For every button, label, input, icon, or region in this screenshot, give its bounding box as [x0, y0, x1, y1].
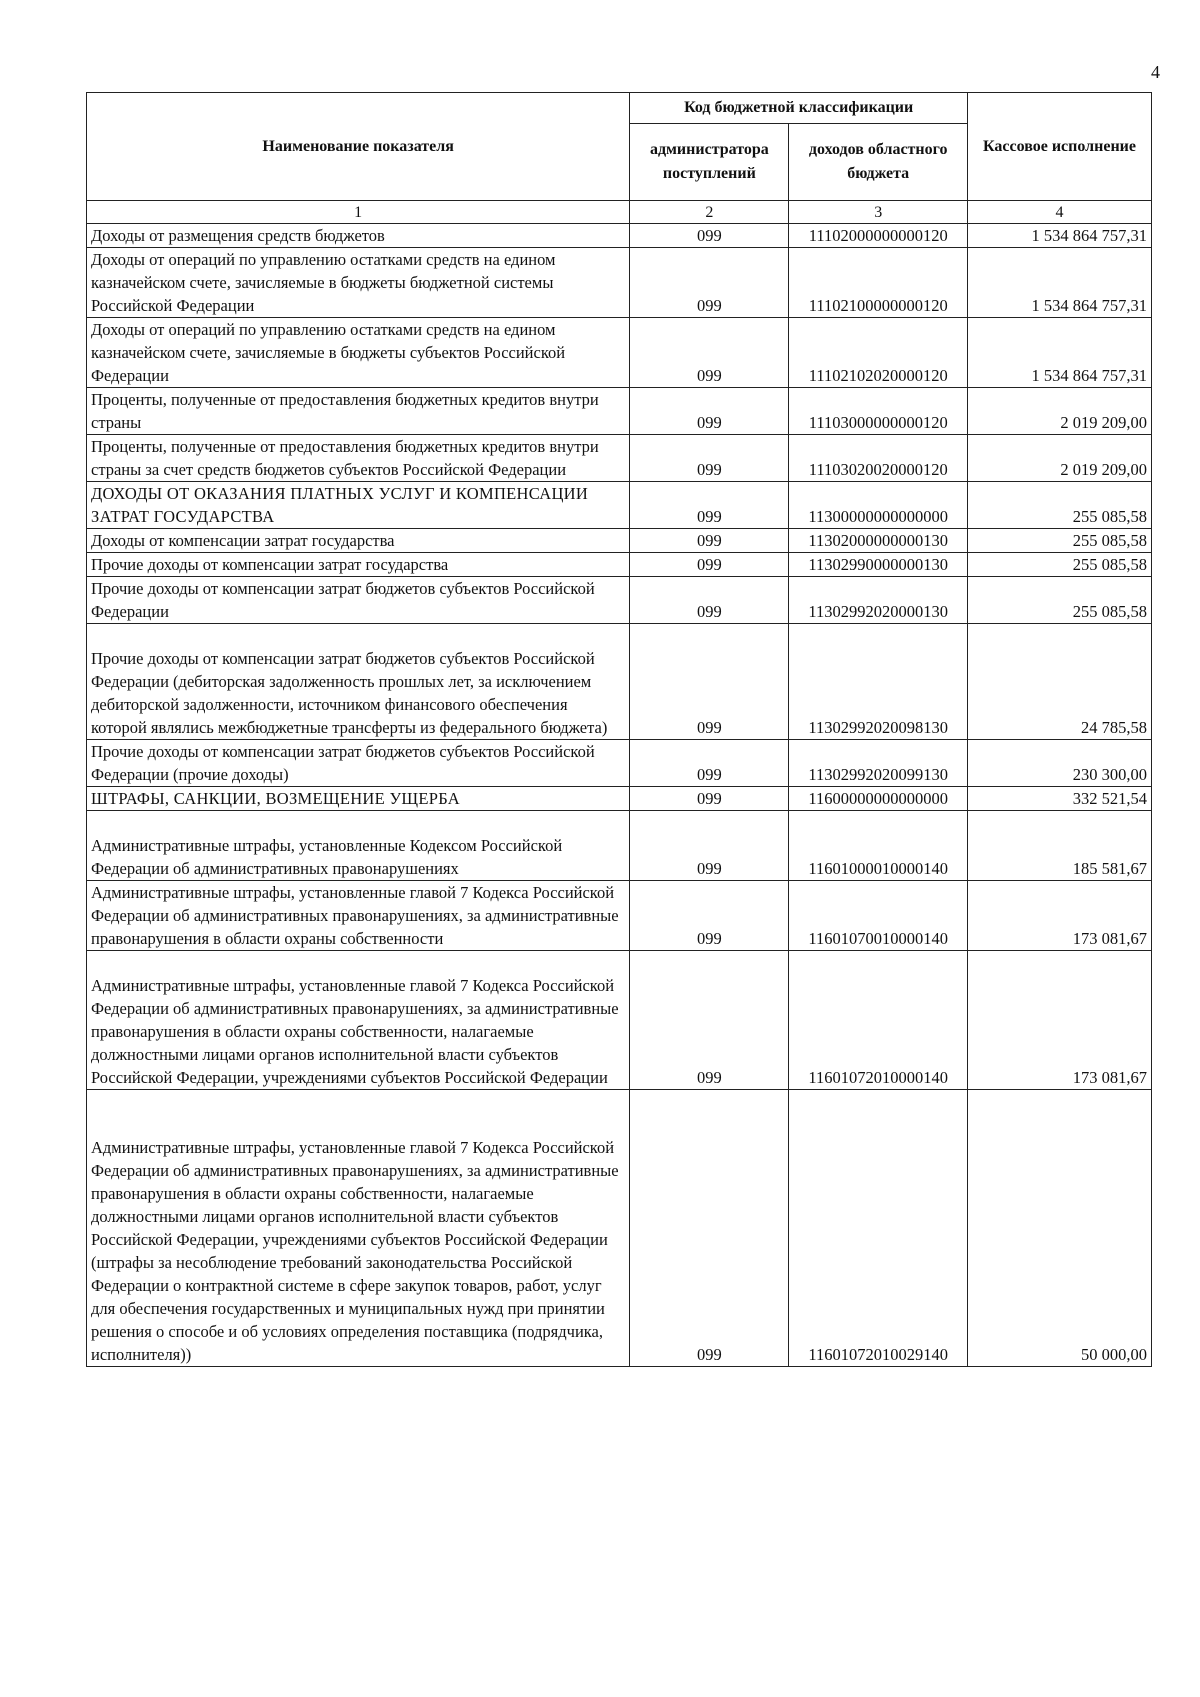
- row-budget-code: 11103000000000120: [789, 388, 968, 435]
- table-row: [87, 388, 1152, 435]
- row-name-cell: [87, 811, 630, 881]
- row-budget-code: 11103020020000120: [789, 435, 968, 482]
- row-admin-code: 099: [630, 740, 789, 787]
- row-budget-code: 11302990000000130: [789, 553, 968, 577]
- row-admin-code: 099: [630, 553, 789, 577]
- row-budget-code: 11601072010000140: [789, 951, 968, 1090]
- row-admin-code: 099: [630, 577, 789, 624]
- row-name: Доходы от компенсации затрат государства: [87, 529, 630, 553]
- row-amount: 2 019 209,00: [968, 388, 1152, 435]
- spacer: [91, 951, 625, 974]
- row-amount: 332 521,54: [968, 787, 1152, 811]
- column-header-code: доходов областного бюджета: [789, 124, 968, 201]
- row-name: Проценты, полученные от предоставления бюджетных кредитов внутри страны за счет средств бюджетов субъектов Российской Федерации: [87, 435, 630, 482]
- row-budget-code: 11302992020000130: [789, 577, 968, 624]
- row-admin-code: 099: [630, 224, 789, 248]
- table-row: [87, 224, 1152, 248]
- table-row: [87, 740, 1152, 787]
- column-number-row: [87, 201, 1152, 224]
- table-row: [87, 553, 1152, 577]
- column-number: 3: [789, 201, 968, 224]
- row-budget-code: 11102102020000120: [789, 318, 968, 388]
- row-budget-code: 11102100000000120: [789, 248, 968, 318]
- row-name: Административные штрафы, установленные главой 7 Кодекса Российской Федерации об административных правонарушениях, за административные правонарушения в области охраны собственности: [87, 881, 630, 951]
- row-admin-code: 099: [630, 529, 789, 553]
- table-row: [87, 318, 1152, 388]
- table-row: [87, 482, 1152, 529]
- row-name: Административные штрафы, установленные Кодексом Российской Федерации об административных правонарушениях: [91, 836, 563, 878]
- row-budget-code: 11601070010000140: [789, 881, 968, 951]
- row-name: Прочие доходы от компенсации затрат бюджетов субъектов Российской Федерации: [87, 577, 630, 624]
- row-amount: 173 081,67: [968, 951, 1152, 1090]
- row-admin-code: 099: [630, 482, 789, 529]
- table-row: [87, 529, 1152, 553]
- row-admin-code: 099: [630, 435, 789, 482]
- row-amount: 1 534 864 757,31: [968, 248, 1152, 318]
- row-admin-code: 099: [630, 951, 789, 1090]
- row-amount: 230 300,00: [968, 740, 1152, 787]
- row-name: ДОХОДЫ ОТ ОКАЗАНИЯ ПЛАТНЫХ УСЛУГ И КОМПЕНСАЦИИ ЗАТРАТ ГОСУДАРСТВА: [87, 482, 630, 529]
- row-name: ШТРАФЫ, САНКЦИИ, ВОЗМЕЩЕНИЕ УЩЕРБА: [87, 787, 630, 811]
- table-row: [87, 435, 1152, 482]
- row-name: Административные штрафы, установленные главой 7 Кодекса Российской Федерации об административных правонарушениях, за административные правонарушения в области охраны собственности, налагаемые должностными лицами органов исполнительной власти субъектов Российской Федерации, учреждениями субъектов Российской Федерации: [91, 976, 619, 1087]
- spacer: [91, 1090, 625, 1113]
- budget-execution-table: [86, 92, 1152, 1367]
- row-budget-code: 11300000000000000: [789, 482, 968, 529]
- row-budget-code: 11302992020098130: [789, 624, 968, 740]
- row-amount: 255 085,58: [968, 577, 1152, 624]
- row-admin-code: 099: [630, 248, 789, 318]
- row-amount: 2 019 209,00: [968, 435, 1152, 482]
- row-amount: 173 081,67: [968, 881, 1152, 951]
- row-admin-code: 099: [630, 787, 789, 811]
- row-admin-code: 099: [630, 1090, 789, 1367]
- row-admin-code: 099: [630, 881, 789, 951]
- row-name: Проценты, полученные от предоставления бюджетных кредитов внутри страны: [87, 388, 630, 435]
- row-budget-code: 11601072010029140: [789, 1090, 968, 1367]
- spacer: [91, 624, 625, 647]
- row-admin-code: 099: [630, 388, 789, 435]
- table-row: [87, 248, 1152, 318]
- row-name-cell: [87, 951, 630, 1090]
- column-number: 1: [87, 201, 630, 224]
- row-amount: 24 785,58: [968, 624, 1152, 740]
- spacer: [91, 811, 625, 834]
- row-budget-code: 11601000010000140: [789, 811, 968, 881]
- row-amount: 185 581,67: [968, 811, 1152, 881]
- spacer: [91, 1113, 625, 1136]
- row-budget-code: 11600000000000000: [789, 787, 968, 811]
- column-header-amount: Кассовое исполнение: [968, 93, 1152, 201]
- row-amount: 1 534 864 757,31: [968, 318, 1152, 388]
- row-admin-code: 099: [630, 811, 789, 881]
- table-row: [87, 577, 1152, 624]
- table-row: [87, 811, 1152, 881]
- row-name: Административные штрафы, установленные главой 7 Кодекса Российской Федерации об административных правонарушениях, за административные правонарушения в области охраны собственности, налагаемые должностными лицами органов исполнительной власти субъектов Российской Федерации, учреждениями субъектов Российской Федерации (штрафы за несоблюдение требований законодательства Российской Федерации о контрактной системе в сфере закупок товаров, работ, услуг для обеспечения государственных и муниципальных нужд при принятии решения о способе и об условиях определения поставщика (подрядчика, исполнителя)): [91, 1138, 619, 1364]
- row-name: Прочие доходы от компенсации затрат государства: [87, 553, 630, 577]
- row-amount: 255 085,58: [968, 529, 1152, 553]
- row-name: Прочие доходы от компенсации затрат бюджетов субъектов Российской Федерации (прочие доходы): [87, 740, 630, 787]
- table-row: [87, 624, 1152, 740]
- table-row: [87, 1090, 1152, 1367]
- row-name: Доходы от операций по управлению остатками средств на едином казначейском счете, зачисляемые в бюджеты бюджетной системы Российской Федерации: [87, 248, 630, 318]
- table-row: [87, 951, 1152, 1090]
- row-name: Доходы от размещения средств бюджетов: [87, 224, 630, 248]
- row-budget-code: 11302992020099130: [789, 740, 968, 787]
- row-budget-code: 11102000000000120: [789, 224, 968, 248]
- row-amount: 1 534 864 757,31: [968, 224, 1152, 248]
- row-amount: 255 085,58: [968, 482, 1152, 529]
- table-row: [87, 787, 1152, 811]
- row-name: Прочие доходы от компенсации затрат бюджетов субъектов Российской Федерации (дебиторская задолженность прошлых лет, за исключением дебиторской задолженности, источником финансового обеспечения которой являлись межбюджетные трансферты из федерального бюджета): [91, 649, 608, 737]
- row-budget-code: 11302000000000130: [789, 529, 968, 553]
- row-amount: 255 085,58: [968, 553, 1152, 577]
- column-group-header-classification-code: Код бюджетной классификации: [630, 93, 968, 124]
- row-name-cell: [87, 624, 630, 740]
- column-number: 4: [968, 201, 1152, 224]
- column-header-admin: администратора поступлений: [630, 124, 789, 201]
- row-admin-code: 099: [630, 318, 789, 388]
- row-name: Доходы от операций по управлению остатками средств на едином казначейском счете, зачисляемые в бюджеты субъектов Российской Федерации: [87, 318, 630, 388]
- row-amount: 50 000,00: [968, 1090, 1152, 1367]
- page-number: 4: [1151, 62, 1160, 82]
- column-number: 2: [630, 201, 789, 224]
- row-admin-code: 099: [630, 624, 789, 740]
- table-row: [87, 881, 1152, 951]
- row-name-cell: [87, 1090, 630, 1367]
- column-header-name: Наименование показателя: [87, 93, 630, 201]
